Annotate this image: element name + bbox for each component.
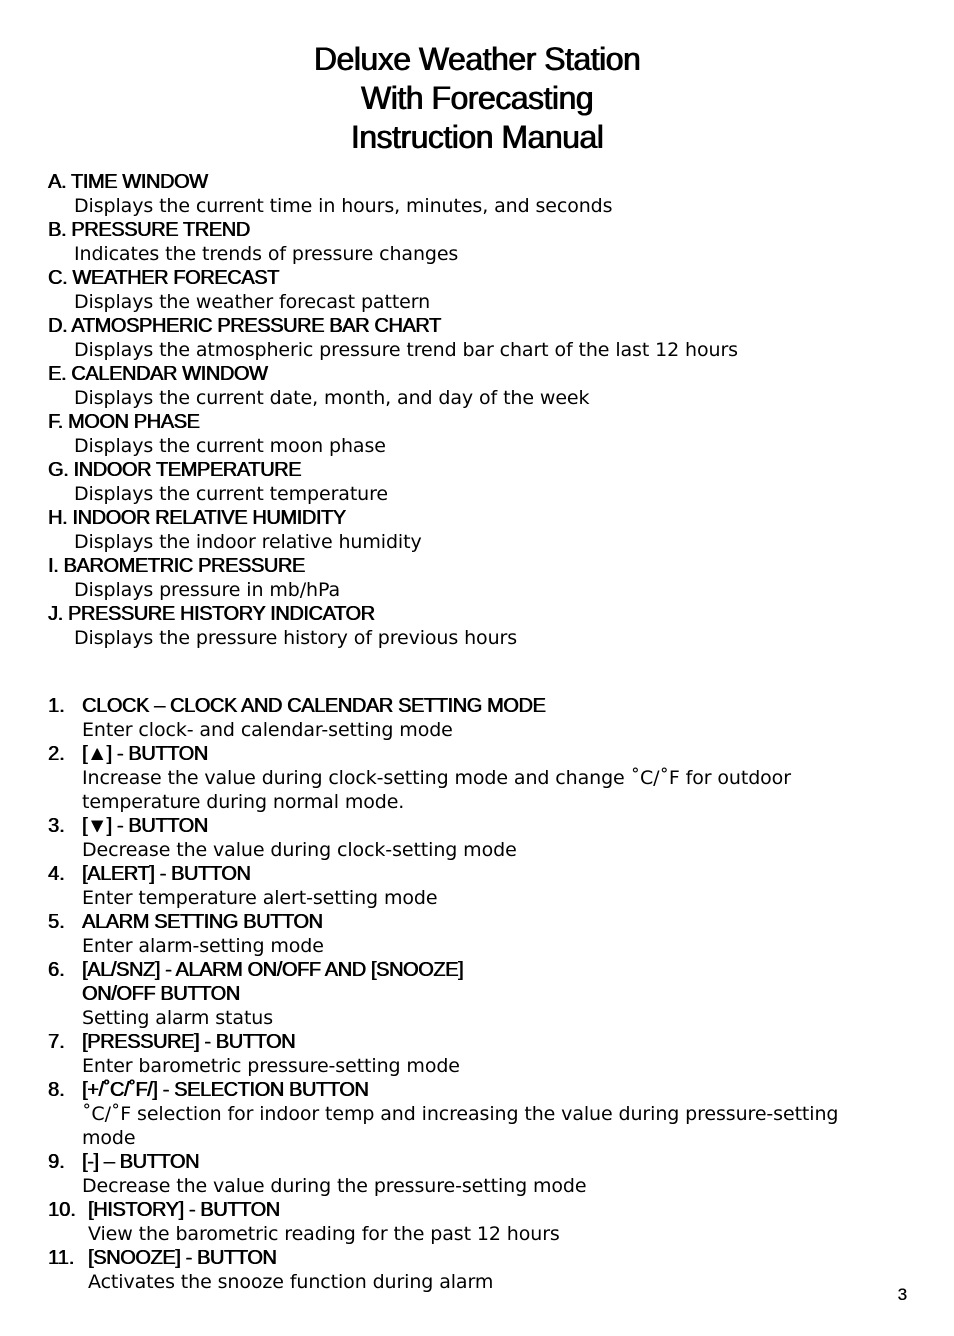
button-item [48,1246,908,1294]
display-item-heading: J. PRESSURE HISTORY INDICATOR [48,603,375,625]
display-item [48,458,908,506]
display-item-description: Displays the weather forecast pattern [74,291,431,313]
display-item-description: Displays the current temperature [74,483,389,505]
display-item-heading: F. MOON PHASE [48,411,200,433]
display-item-heading: A. TIME WINDOW [48,171,208,193]
display-item-description: Indicates the trends of pressure changes [74,243,459,265]
button-item-description: Enter barometric pressure-setting mode [82,1055,460,1077]
button-item-description: Enter alarm-setting mode [82,935,324,957]
button-item-heading: ALARM SETTING BUTTON [82,911,323,933]
display-item-heading: E. CALENDAR WINDOW [48,363,268,385]
button-item-heading: [PRESSURE] - BUTTON [82,1031,296,1053]
display-item-description: Displays the indoor relative humidity [74,531,422,553]
button-item-number: 2. [48,743,65,765]
button-item-description: temperature during normal mode. [82,791,405,813]
display-item-heading: B. PRESSURE TREND [48,219,250,241]
button-item-heading: CLOCK – CLOCK AND CALENDAR SETTING MODE [82,695,546,717]
button-item-number: 3. [48,815,65,837]
display-item [48,266,908,314]
display-items-list [48,170,908,650]
button-item-number: 9. [48,1151,65,1173]
button-item-description: Enter temperature alert-setting mode [82,887,438,909]
button-item-number: 6. [48,959,65,981]
button-item-heading: [AL/SNZ] - ALARM ON/OFF AND [SNOOZE] [82,959,464,981]
display-item [48,554,908,602]
display-item [48,602,908,650]
button-item-description: Setting alarm status [82,1007,274,1029]
display-item-description: Displays the current time in hours, minutes, and seconds [74,195,613,217]
page-number: 3 [897,1285,907,1304]
button-item-heading: [HISTORY] - BUTTON [88,1199,280,1221]
button-item [48,694,908,742]
title-line: With Forecasting [360,80,594,116]
button-item-description: Decrease the value during the pressure-setting mode [82,1175,587,1197]
button-item-description: Decrease the value during clock-setting mode [82,839,517,861]
button-item-heading: [SNOOZE] - BUTTON [88,1247,277,1269]
display-item [48,506,908,554]
display-item-heading: G. INDOOR TEMPERATURE [48,459,302,481]
display-item-description: Displays the current moon phase [74,435,386,457]
title-line: Deluxe Weather Station [313,41,641,77]
button-item-heading: [+/˚C/˚F/] - SELECTION BUTTON [82,1079,369,1101]
button-item-description: mode [82,1127,136,1149]
display-item [48,362,908,410]
button-item-description: ˚C/˚F selection for indoor temp and increasing the value during pressure-setting [82,1103,839,1125]
button-item-number: 8. [48,1079,65,1101]
display-item-description: Displays pressure in mb/hPa [74,579,340,601]
display-item-heading: I. BAROMETRIC PRESSURE [48,555,305,577]
button-item-description: Activates the snooze function during alarm [88,1271,494,1293]
button-item [48,1030,908,1078]
button-item-heading: [▼] - BUTTON [82,815,208,837]
button-items-list [48,694,908,1294]
button-item-description: Increase the value during clock-setting mode and change ˚C/˚F for outdoor [82,767,791,789]
button-item-description: Enter clock- and calendar-setting mode [82,719,453,741]
button-item-description: View the barometric reading for the past 12 hours [88,1223,560,1245]
button-item-number: 10. [48,1199,76,1221]
display-item-heading: H. INDOOR RELATIVE HUMIDITY [48,507,346,529]
button-item [48,862,908,910]
display-item [48,314,908,362]
button-item [48,814,908,862]
button-item-number: 5. [48,911,65,933]
button-item [48,1078,908,1150]
button-item-heading: [ALERT] - BUTTON [82,863,251,885]
display-item-heading: D. ATMOSPHERIC PRESSURE BAR CHART [48,315,441,337]
display-item [48,170,908,218]
button-item-heading: [▲] - BUTTON [82,743,208,765]
display-item [48,218,908,266]
display-item [48,410,908,458]
display-item-description: Displays the current date, month, and day of the week [74,387,590,409]
button-item-heading: [-] – BUTTON [82,1151,200,1173]
button-item-number: 4. [48,863,65,885]
document-title [0,40,954,157]
button-item [48,910,908,958]
button-item-heading: ON/OFF BUTTON [82,983,240,1005]
display-item-description: Displays the atmospheric pressure trend bar chart of the last 12 hours [74,339,738,361]
button-item-number: 1. [48,695,65,717]
display-item-heading: C. WEATHER FORECAST [48,267,279,289]
button-item [48,1150,908,1198]
title-line: Instruction Manual [350,119,604,155]
button-item [48,958,908,1030]
display-item-description: Displays the pressure history of previous hours [74,627,518,649]
button-item-number: 11. [48,1247,75,1269]
button-item [48,1198,908,1246]
button-item-number: 7. [48,1031,65,1053]
button-item [48,742,908,814]
